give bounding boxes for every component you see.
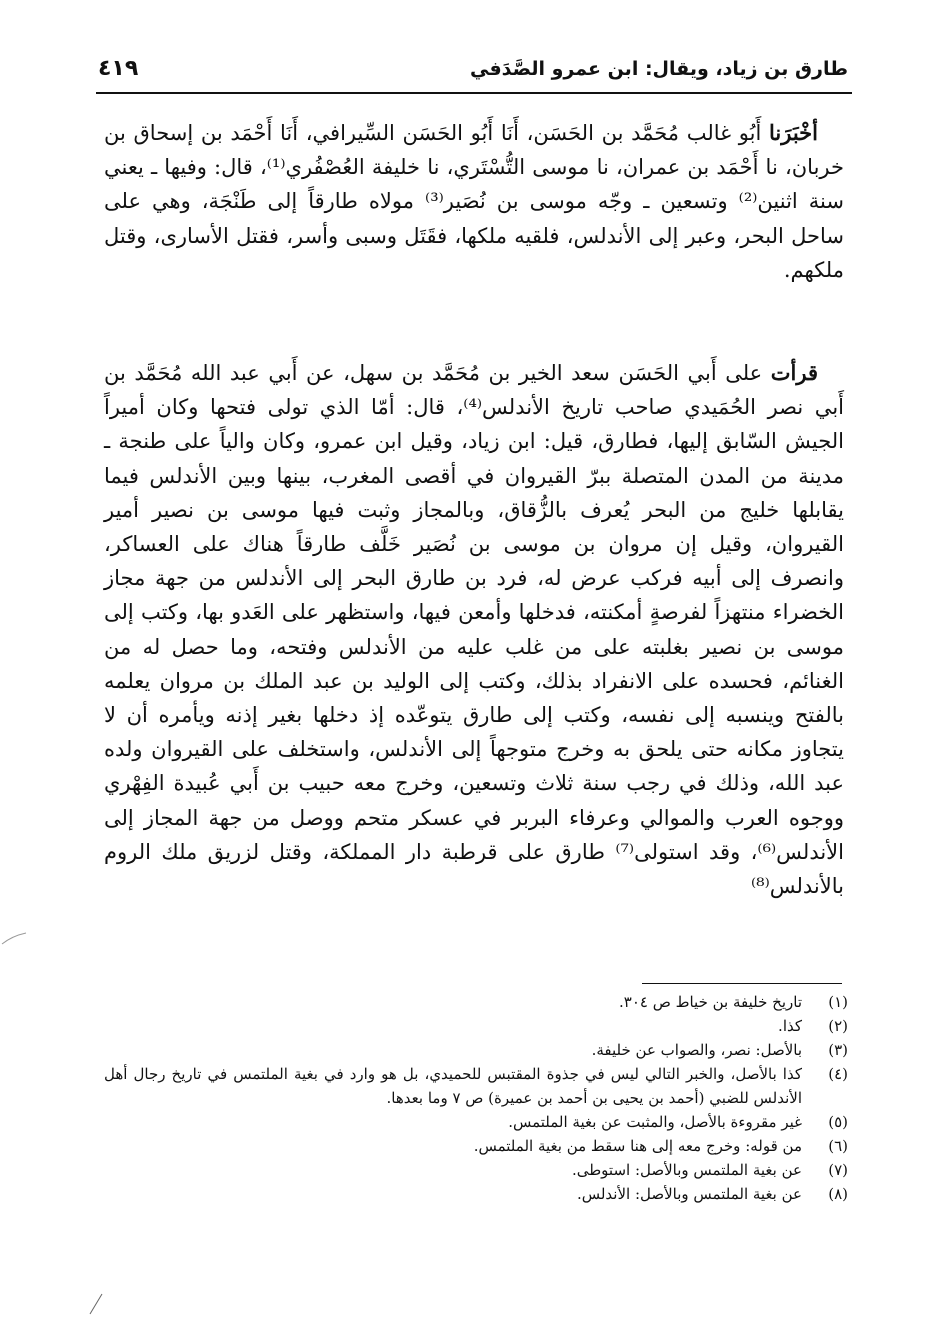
footnote-text: من قوله: وخرج معه إلى هنا سقط من بغية الملتمس.: [473, 1137, 802, 1155]
footnote-number: (٢): [828, 1017, 848, 1035]
paragraph-2-text: على أَبي الحَسَن سعد الخير بن مُحَمَّد بن سهل، عن أَبي عبد الله مُحَمَّد بن أَبي نصر الحُمَيدي صاحب تاريخ الأندلس⁽⁴⁾، قال: أمّا الذي تولى فتحها وكان أميراً الجيش السّابق إليها، فطارق، قيل: ابن زياد، وقيل ابن عمرو، وكان والياً على طنجة ـ مدينة من المدن المتصلة ببرّ القيروان في أقصى المغرب، بينها وبين الأندلس فيما يقابلها خليج من البحر يُعرف بالزُّقاق، وبالمجاز وثبت فيها موسى بن نصير أمير القيروان، وقيل إن مروان بن موسى بن نُصَير خَلَّف طارقاً هناك على العساكر، وانصرف إلى أبيه فركب عرض له، فرد بن طارق البحر إلى الأندلس من جهة مجاز الخضراء منتهزاً لفرصةٍ أمكنته، فدخلها وأمعن فيها، واستظهر على العَدو بها، وكتب إلى موسى بن نصير بغلبته على من غلب عليه من الأندلس وفتحه، وما حصل له من الغنائم، فحسده على الانفراد بذلك، وكتب إلى الوليد بن عبد الملك بن مروان يعلمه بالفتح وينسبه إلى نفسه، وكتب إلى طارق يتوعّده إذ دخلها بغير إذنه ويأمره أن لا يتجاوز مكانه حتى يلحق به وخرج متوجهاً إلى الأندلس، واستخلف على القيروان ولده عبد الله، وذلك في رجب سنة ثلاث وتسعين، وخرج معه حبيب بن أَبي عُبيدة الفِهْري ووجوه العرب والموالي وعرفاء البربر في عسكر متحم ووصل من جهة المجاز إلى الأندلس⁽⁶⁾، وقد استولى⁽⁷⁾ طارق على قرطبة دار المملكة، وقتل لزريق ملك الروم بالأندلس⁽⁸⁾: [104, 361, 844, 899]
footnote-text: عن بغية الملتمس وبالأصل: استوطى.: [571, 1161, 802, 1179]
footnote: [104, 1014, 848, 1038]
footnote: [104, 1134, 848, 1158]
footnote: [104, 990, 848, 1014]
footnote-number: (٤): [828, 1065, 848, 1083]
footnote-number: (١): [828, 993, 848, 1011]
footnote-text: بالأصل: نصر، والصواب عن خليفة.: [591, 1041, 802, 1059]
footnote-number: (٣): [828, 1041, 848, 1059]
footnote-number: (٥): [828, 1113, 848, 1131]
footnote-text: كذا بالأصل، والخبر التالي ليس في جذوة المقتبس للحميدي، بل هو وارد في بغية الملتمس في تاريخ رجال أهل الأندلس للضبي (أحمد بن يحيى بن أحمد بن عميرة) ص ٧ وما بعدها.: [104, 1065, 802, 1107]
footnote-separator: [642, 983, 842, 984]
paragraph-1-text: أَبُو غالب مُحَمَّد بن الحَسَن، أَنَا أَبُو الحَسَن السِّيرافي، أَنَا أَحْمَد بن إسحاق بن خربان، نا أَحْمَد بن عمران، نا موسى التُّسْتَري، نا خليفة العُصْفُري⁽¹⁾، قال: وفيها ـ يعني سنة اثنين⁽²⁾ وتسعين ـ وجّه موسى بن نُصَير⁽³⁾ مولاه طارقاً إلى طَنْجَة، وهي على ساحل البحر، وعبر إلى الأندلس، فلقيه ملكها، فقَتَل وسبى وأسر، فقتل الأسارى، وقتل ملكهم.: [104, 121, 844, 282]
footnote-number: (٧): [828, 1161, 848, 1179]
page-header: [96, 52, 852, 94]
paragraph-1-lead: أخْبَرَنا: [769, 120, 818, 145]
footnote: [104, 1038, 848, 1062]
main-text: [104, 116, 844, 903]
footnote-text: كذا.: [778, 1017, 802, 1035]
footnote-number: (٦): [828, 1137, 848, 1155]
footnote: [104, 1110, 848, 1134]
paragraph-1: [104, 116, 844, 356]
footnotes: [104, 990, 848, 1206]
margin-scratch-mark: [86, 1290, 106, 1316]
page-number: ٤١٩: [98, 56, 139, 81]
footnote: [104, 1158, 848, 1182]
paragraph-2-lead: قرأت: [770, 360, 818, 385]
paragraph-2: [104, 356, 844, 903]
footnote-text: تاريخ خليفة بن خياط ص ٣٠٤.: [618, 993, 802, 1011]
footnote-number: (٨): [828, 1185, 848, 1203]
footnote-text: عن بغية الملتمس وبالأصل: الأندلس.: [576, 1185, 802, 1203]
margin-scratch-mark: [0, 930, 28, 948]
footnote-text: غير مقروءة بالأصل، والمثبت عن بغية الملتمس.: [508, 1113, 802, 1131]
footnote: [104, 1062, 848, 1110]
footnote: [104, 1182, 848, 1206]
running-title: طارق بن زياد، ويقال: ابن عمرو الصَّدَفي: [470, 58, 848, 80]
